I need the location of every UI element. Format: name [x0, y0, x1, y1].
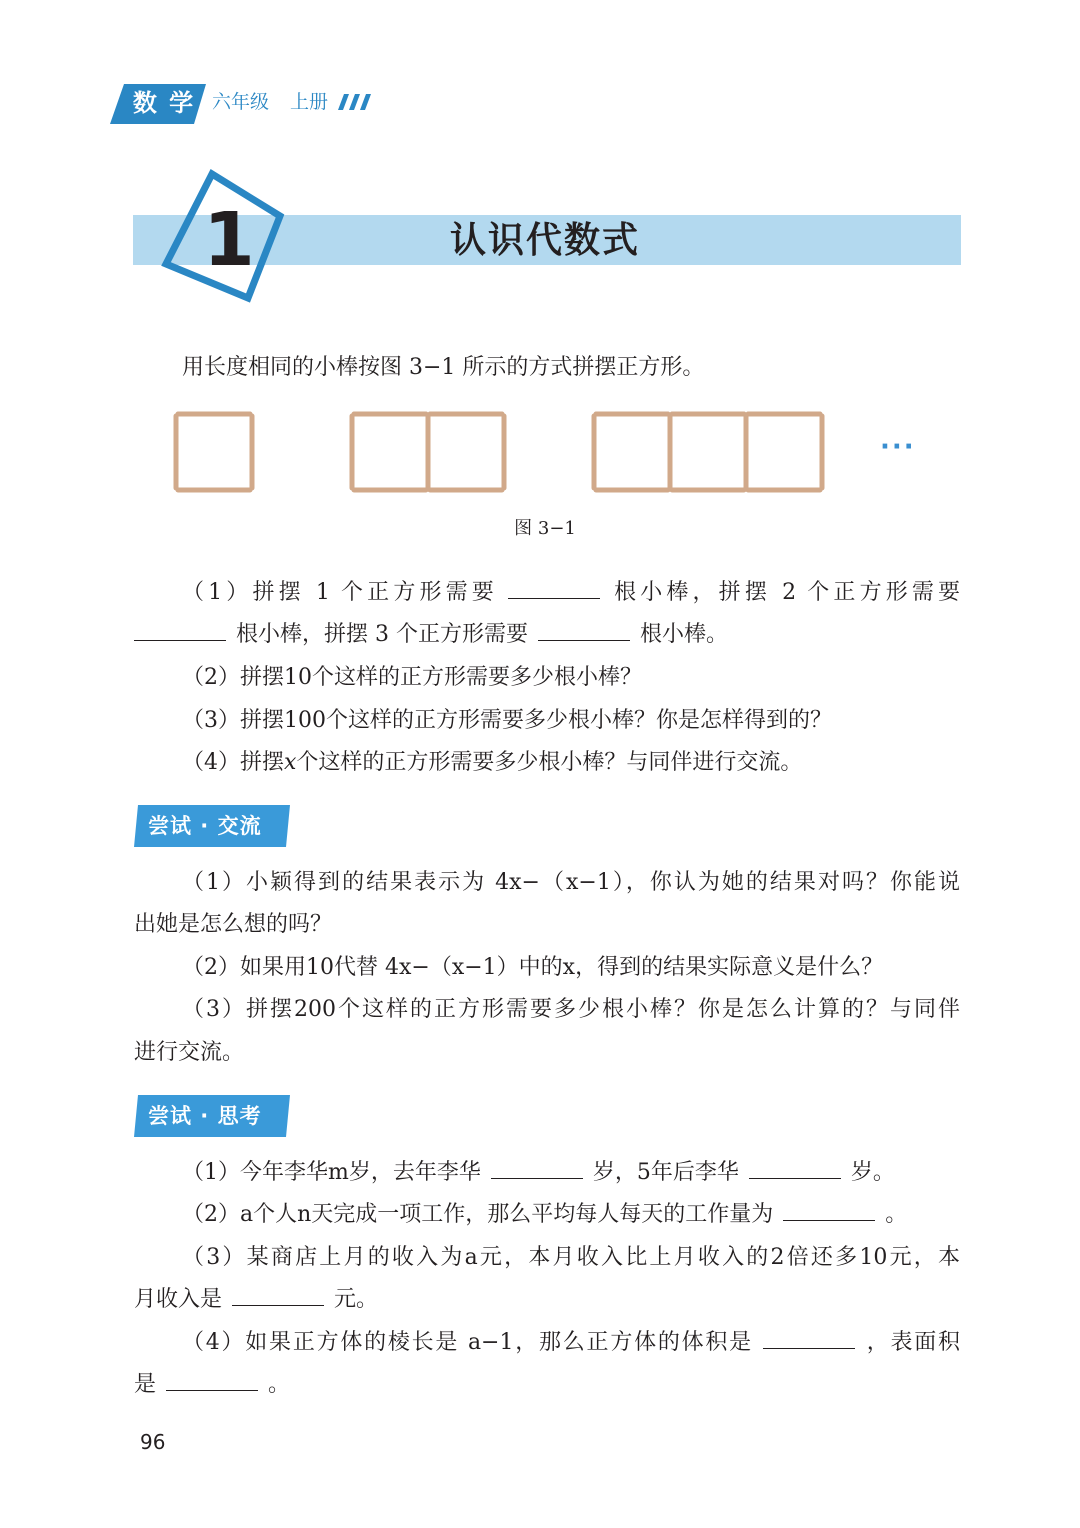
question-1-line-2: 根小棒，拼摆 3 个正方形需要 根小棒。 [134, 620, 960, 650]
header-slash-decoration [338, 94, 372, 110]
exchange-1-line-1: （1）小颖得到的结果表示为 4x−（x−1），你认为她的结果对吗？你能说 [182, 870, 960, 895]
square-group-1 [176, 414, 252, 490]
think-2: （2）a个人n天完成一项工作，那么平均每人每天的工作量为 。 [182, 1202, 908, 1227]
answer-blank[interactable] [232, 1285, 324, 1306]
answer-blank[interactable] [134, 620, 226, 641]
question-1-line-1: （1）拼摆 1 个正方形需要 根小棒，拼摆 2 个正方形需要 [182, 580, 961, 605]
header-volume: 上册 [290, 91, 329, 113]
think-4-line-2: 是 。 [134, 1372, 291, 1397]
lesson-number: 1 [203, 197, 255, 283]
answer-blank[interactable] [508, 578, 600, 599]
answer-blank[interactable] [763, 1328, 855, 1349]
answer-blank[interactable] [783, 1200, 875, 1221]
think-4-line-1: （4）如果正方体的棱长是 a−1，那么正方体的体积是 ，表面积 [182, 1330, 960, 1355]
think-3-line-2: 月收入是 元。 [134, 1287, 379, 1312]
square-group-3 [594, 414, 822, 490]
figure-caption: 图 3−1 [514, 518, 576, 539]
answer-blank[interactable] [166, 1370, 258, 1391]
section-think-label: 尝试 · 思考 [148, 1104, 262, 1128]
answer-blank[interactable] [538, 620, 630, 641]
question-4: （4）拼摆x个这样的正方形需要多少根小棒？与同伴进行交流。 [182, 750, 803, 775]
header-subject: 数 学 [132, 89, 196, 117]
answer-blank[interactable] [749, 1158, 841, 1179]
answer-blank[interactable] [491, 1158, 583, 1179]
square-group-2 [352, 414, 504, 490]
think-1: （1）今年李华m岁，去年李华 岁，5年后李华 岁。 [182, 1160, 895, 1185]
exchange-2: （2）如果用10代替 4x−（x−1）中的x，得到的结果实际意义是什么？ [182, 955, 884, 980]
question-2: （2）拼摆10个这样的正方形需要多少根小棒？ [182, 665, 642, 690]
think-3-line-1: （3）某商店上月的收入为a元，本月收入比上月收入的2倍还多10元，本 [182, 1245, 960, 1270]
section-exchange-label: 尝试 · 交流 [148, 814, 262, 838]
header-grade: 六年级 [212, 91, 270, 113]
page-number: 96 [140, 1430, 166, 1454]
lesson-title: 认识代数式 [449, 220, 640, 261]
stick-square-groups [176, 414, 822, 490]
exchange-3-line-2: 进行交流。 [134, 1040, 245, 1065]
exchange-3-line-1: （3）拼摆200个这样的正方形需要多少根小棒？你是怎么计算的？与同伴 [182, 997, 960, 1022]
question-3: （3）拼摆100个这样的正方形需要多少根小棒？你是怎样得到的？ [182, 708, 832, 733]
exchange-1-line-2: 出她是怎么想的吗？ [134, 912, 333, 937]
intro-text: 用长度相同的小棒按图 3−1 所示的方式拼摆正方形。 [182, 355, 705, 380]
figure-ellipsis: ··· [880, 432, 916, 462]
figure-3-1 [170, 408, 830, 500]
